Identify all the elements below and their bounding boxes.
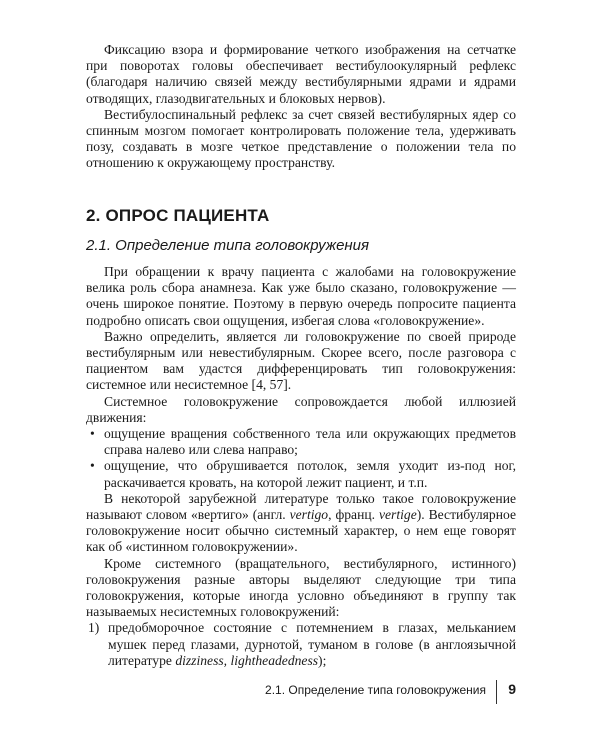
paragraph-systemic-intro: Системное головокружение сопровождается любой иллюзией движения:: [86, 393, 516, 425]
paragraph-differentiation: Важно определить, является ли головокружение по своей природе вестибулярным или невестибулярным. Скорее всего, после разговора с пациентом вам удастся дифференцировать тип головокружения: системное или несистемное [4, 57].: [86, 328, 516, 393]
text-run: В некоторой зарубежной литературе только такое головокружение называют словом «вертиго» (англ.: [86, 490, 516, 523]
nonsystemic-numbered-list: [86, 620, 516, 669]
text-run: ). Вестибулярное головокружение носит обычно системный характер, о нем еще говорят как об «истинном головокружении».: [86, 507, 516, 555]
list-marker: 1): [88, 620, 100, 636]
term-vertigo-en: vertigo: [289, 507, 329, 523]
page-number: 9: [508, 681, 516, 697]
term-dizziness: dizziness, lightheadedness: [175, 652, 319, 668]
paragraph-anamnesis: При обращении к врачу пациента с жалобами на головокружение велика роль сбора анамнеза. Как уже было сказано, головокружение — очень широкое понятие. Поэтому в первую очередь попросите пациента подробно описать свои ощущения, избегая слова «головокружение».: [86, 264, 516, 328]
paragraph-vertigo: [86, 491, 516, 556]
paragraph-vestibulo-ocular: Фиксацию взора и формирование четкого изображения на сетчатке при поворотах головы обеспечивает вестибулоокулярный рефлекс (благодаря наличию связей между вестибулярными ядрами и ядрами отводящих, глазодвигательных и блоковых нервов).: [86, 42, 516, 106]
list-item: • ощущение вращения собственного тела или окружающих предметов справа налево или слева направо;: [86, 426, 516, 458]
text-run: предобморочное состояние с потемнением в глазах, мельканием мушек перед глазами, дурнотой, туманом в голове (в англоязычной литературе: [108, 620, 516, 668]
subsection-title: 2.1. Определение типа головокружения: [86, 237, 370, 254]
section-title: 2. ОПРОС ПАЦИЕНТА: [86, 206, 270, 225]
term-vertigo-fr: vertige: [378, 507, 417, 523]
list-item: • ощущение, что обрушивается потолок, земля уходит из-под ног, раскачивается кровать, на которой лежит пациент, и т.п.: [86, 458, 516, 490]
running-head: 2.1. Определение типа головокружения: [265, 683, 486, 697]
text-run: , франц.: [328, 507, 379, 523]
paragraph-nonsystemic-types: Кроме системного (вращательного, вестибулярного, истинного) головокружения разные авторы выделяют следующие три типа головокружения, которые иногда условно объединяют в группу так называемых несистемных головокружений:: [86, 555, 516, 620]
illusion-bullet-list: [86, 426, 516, 491]
text-run: );: [318, 652, 327, 668]
page-footer: [86, 680, 516, 704]
main-text-block: [86, 264, 516, 669]
intro-text-block: [86, 42, 516, 172]
footer-divider: [496, 680, 498, 704]
paragraph-vestibulo-spinal: Вестибулоспинальный рефлекс за счет связей вестибулярных ядер со спинным мозгом помогает контролировать положение тела, удерживать позу, создавать в мозге четкое представление о положении тела по отношению к окружающему пространству.: [86, 106, 516, 171]
list-item: [86, 620, 516, 669]
